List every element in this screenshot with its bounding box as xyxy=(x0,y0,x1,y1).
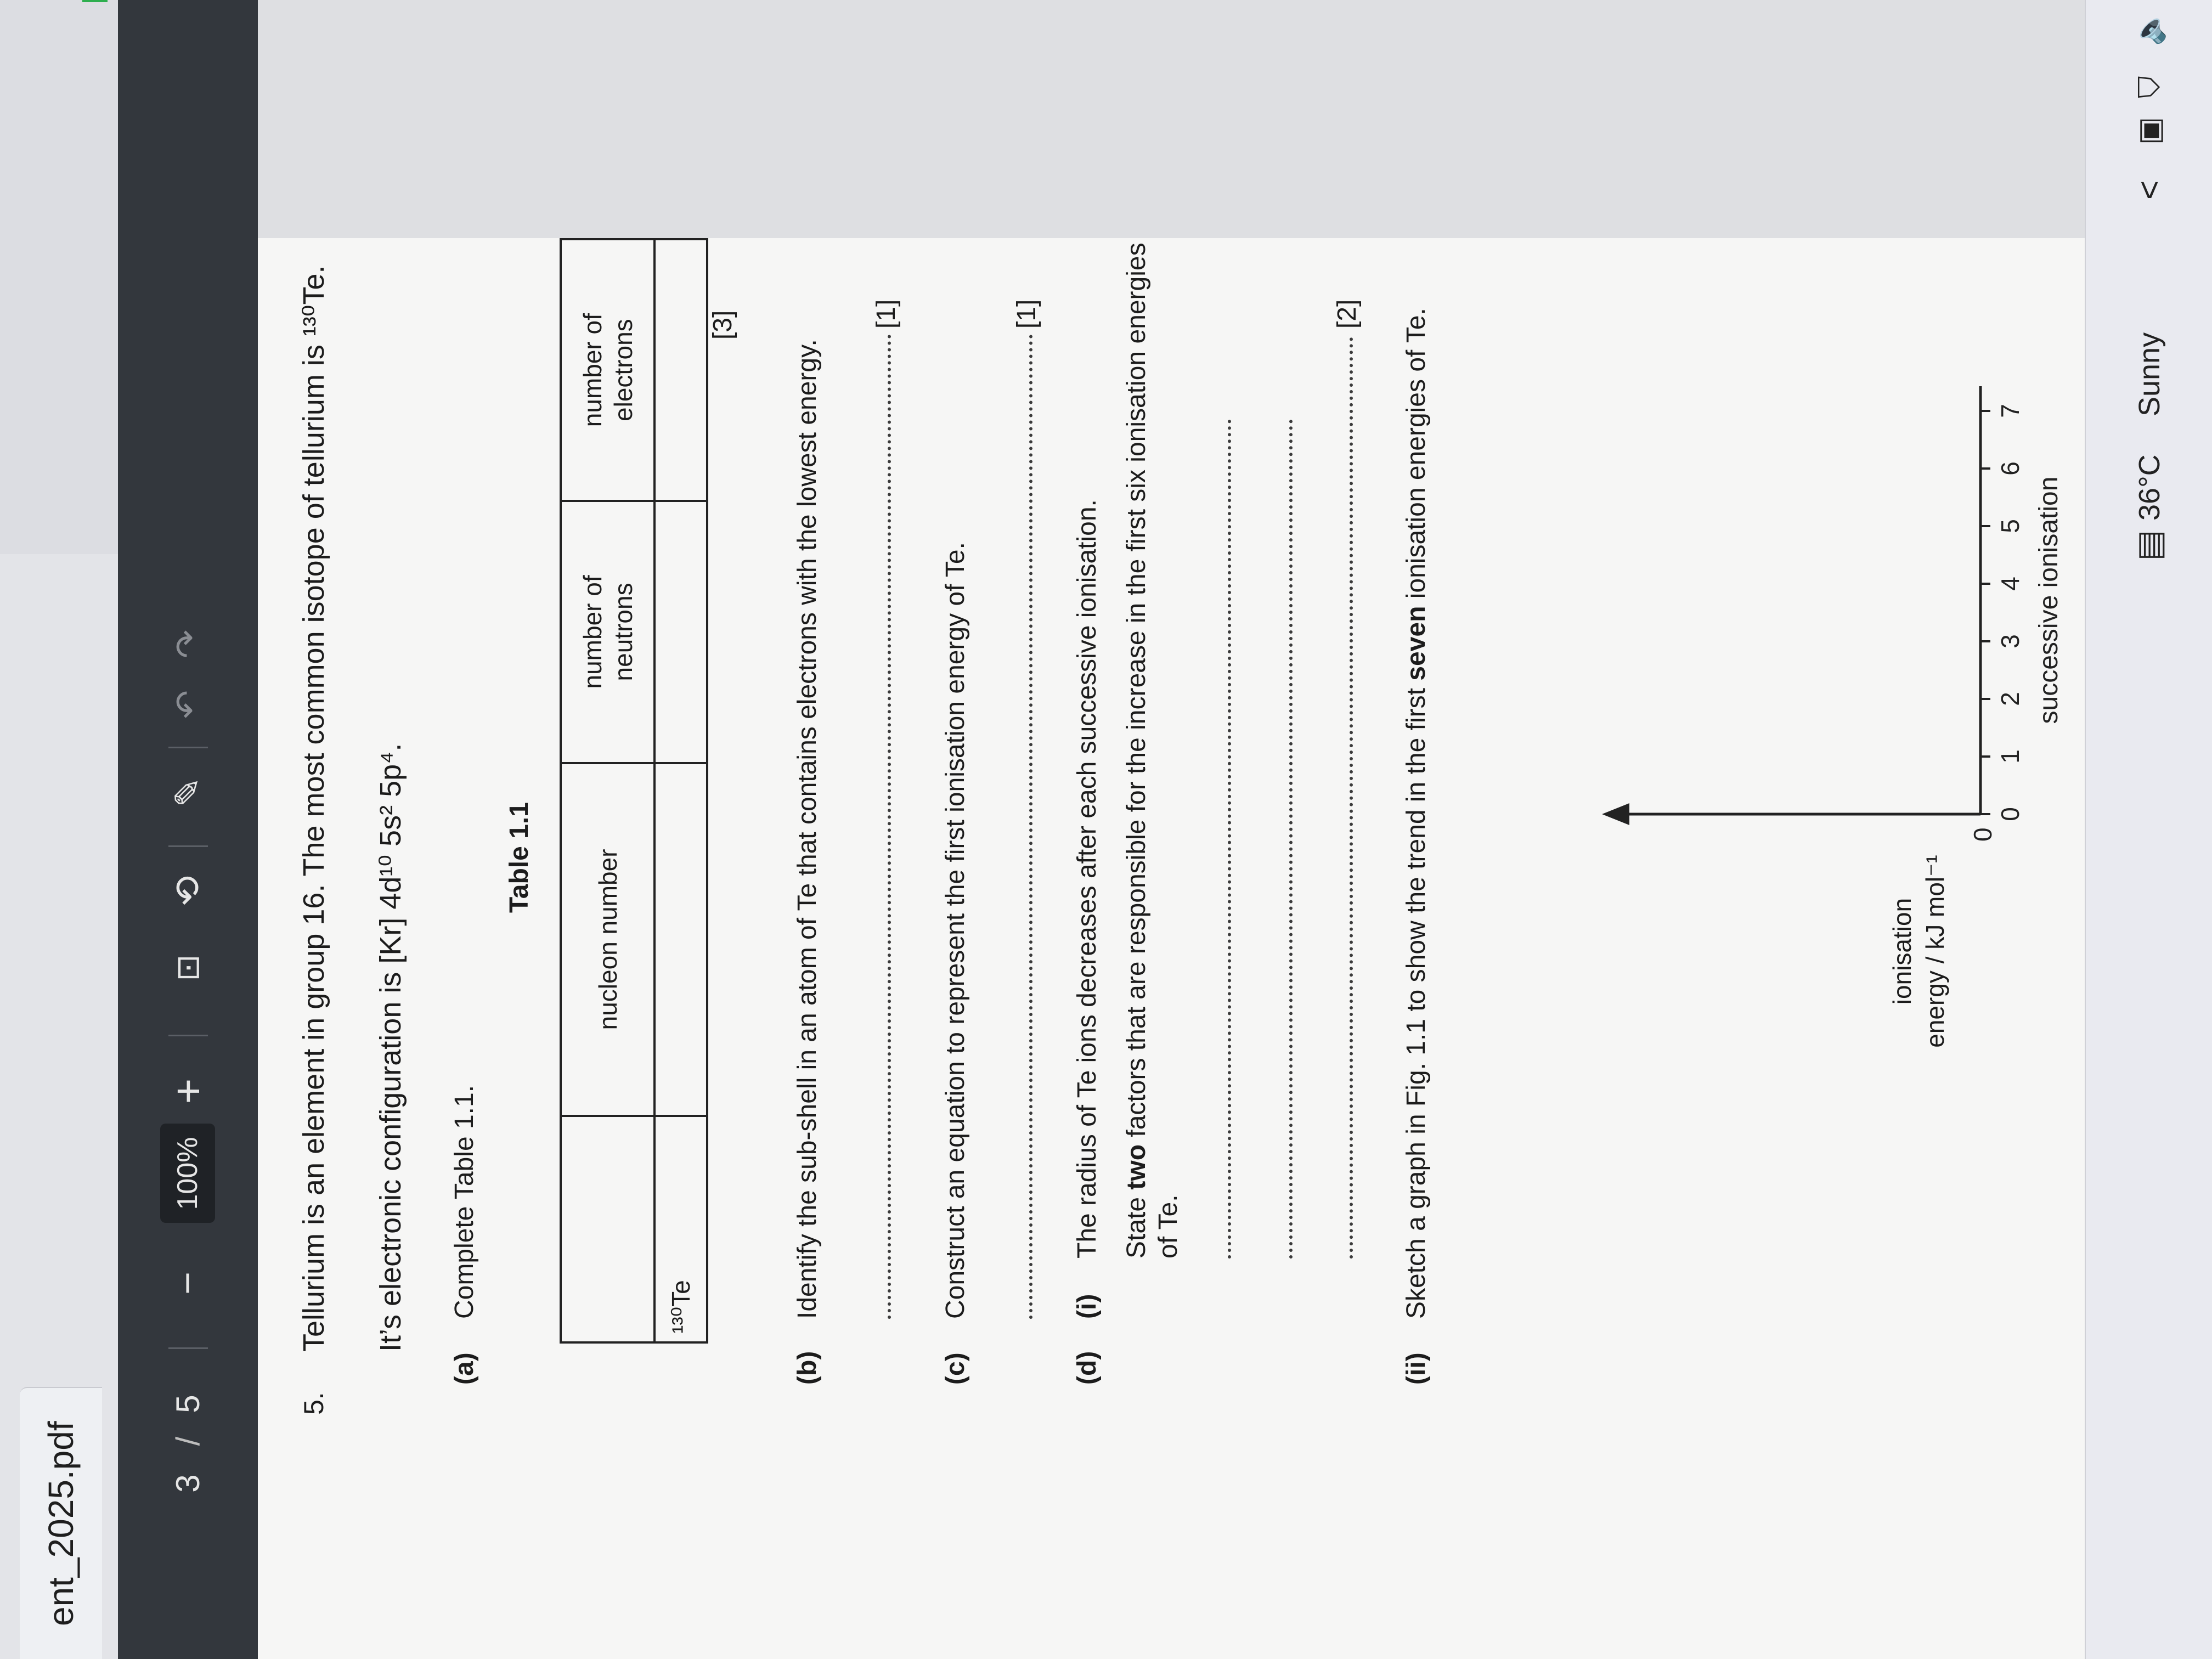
sketch-bold: seven xyxy=(1402,606,1431,681)
tray-security-icon[interactable]: ⛉ xyxy=(2133,76,2166,98)
part-d-i-marks: [2] xyxy=(1333,299,1362,329)
x-axis-label: successive ionisation xyxy=(2034,476,2063,724)
part-d-i-text: The radius of Te ions decreases after each successive ionisation. xyxy=(1073,499,1102,1259)
fit-page-icon[interactable]: ⊡ xyxy=(170,954,206,981)
part-d-i-instruction-cont: of Te. xyxy=(1154,1194,1183,1259)
y-axis-label-line2: energy / kJ mol⁻¹ xyxy=(1921,855,1949,1048)
toolbar-divider xyxy=(168,1035,208,1036)
weather-widget-icon[interactable]: ▤ xyxy=(2131,529,2168,561)
answer-line[interactable] xyxy=(1350,337,1353,1259)
zoom-out-button[interactable]: − xyxy=(166,1271,210,1295)
part-d-i-instruction xyxy=(1119,242,1154,1259)
table-row-label: ¹³⁰Te xyxy=(654,1116,707,1342)
x-tick-label: 4 xyxy=(1996,577,2024,591)
rotate-icon[interactable]: ⟲ xyxy=(167,876,208,906)
page-number-input[interactable]: 3 xyxy=(170,1474,206,1493)
pdf-page xyxy=(258,238,2085,1659)
answer-line[interactable] xyxy=(888,334,891,1319)
weather-condition[interactable]: Sunny xyxy=(2133,332,2166,416)
page-total: 5 xyxy=(170,1395,206,1413)
part-b-label: (b) xyxy=(793,1351,822,1385)
taskbar xyxy=(2085,0,2212,1659)
tab-bar-right xyxy=(0,0,118,554)
instruction-bold: two xyxy=(1122,1144,1151,1190)
undo-icon[interactable]: ↶ xyxy=(169,690,207,719)
part-a-text: Complete Table 1.1. xyxy=(450,1085,479,1319)
instruction-post: factors that are responsible for the increase in the first six ionisation energies xyxy=(1122,242,1151,1144)
x-tick-group xyxy=(1980,404,2024,821)
weather-temperature[interactable]: 36°C xyxy=(2133,454,2166,521)
pdf-toolbar xyxy=(118,0,258,1659)
x-tick-label: 3 xyxy=(1996,634,2024,648)
answer-line[interactable] xyxy=(1289,419,1293,1259)
table-header-electrons xyxy=(561,239,654,501)
part-d-ii-text xyxy=(1399,308,1434,1319)
tab-bar xyxy=(0,0,119,1659)
toolbar-divider xyxy=(168,747,208,748)
x-tick-label: 7 xyxy=(1996,404,2024,418)
table-header-nucleon: nucleon number xyxy=(561,763,654,1116)
header-neutrons-text: number of neutrons xyxy=(578,575,637,689)
y-axis-arrow-icon xyxy=(1602,803,1629,825)
zoom-level[interactable] xyxy=(118,1121,258,1226)
part-d-ii-label: (ii) xyxy=(1402,1352,1431,1385)
part-b-marks: [1] xyxy=(872,299,901,329)
question-intro: Tellurium is an element in group 16. The most common isotope of tellurium is ¹³⁰Te. xyxy=(297,265,330,1352)
instruction-pre: State xyxy=(1122,1189,1151,1259)
part-a-label: (a) xyxy=(450,1352,479,1385)
isotope-table xyxy=(560,238,708,1344)
tray-chevron-icon[interactable]: < xyxy=(2131,180,2168,200)
x-tick-label: 0 xyxy=(1996,807,2024,821)
draw-icon[interactable]: ✎ xyxy=(167,777,208,808)
answer-cell-neutrons[interactable] xyxy=(654,501,707,763)
table-caption: Table 1.1 xyxy=(505,802,534,913)
y-origin-label: 0 xyxy=(1968,827,1997,842)
tray-camera-icon[interactable]: ▣ xyxy=(2133,116,2166,145)
answer-line[interactable] xyxy=(1228,419,1231,1259)
x-tick-label: 5 xyxy=(1996,519,2024,533)
sketch-post: ionisation energies of Te. xyxy=(1402,308,1431,606)
part-c-text: Construct an equation to represent the first ionisation energy of Te. xyxy=(941,542,970,1319)
ionisation-graph[interactable] xyxy=(1575,244,2079,1176)
part-c-marks: [1] xyxy=(1012,299,1041,329)
sketch-pre: Sketch a graph in Fig. 1.1 to show the trend in the first xyxy=(1402,680,1431,1319)
status-indicator xyxy=(82,0,108,2)
toolbar-divider xyxy=(168,1347,208,1349)
zoom-level-value: 100% xyxy=(160,1124,215,1223)
part-a-marks: [3] xyxy=(708,310,737,340)
part-d-label: (d) xyxy=(1073,1351,1102,1385)
header-electrons-text: number of electrons xyxy=(578,313,637,427)
zoom-in-button[interactable]: + xyxy=(163,1078,212,1104)
table-header-blank xyxy=(561,1116,654,1342)
x-tick-label: 6 xyxy=(1996,461,2024,476)
toolbar-divider xyxy=(168,845,208,847)
part-d-i-label: (i) xyxy=(1073,1294,1102,1319)
part-b-text: Identify the sub-shell in an atom of Te that contains electrons with the lowest energy. xyxy=(793,339,822,1319)
file-tab[interactable]: ent_2025.pdf xyxy=(20,1387,102,1659)
answer-cell-nucleon[interactable] xyxy=(654,763,707,1116)
part-c-label: (c) xyxy=(941,1352,970,1385)
x-tick-label: 1 xyxy=(1996,749,2024,764)
page-separator: / xyxy=(170,1436,206,1446)
electron-configuration: It’s electronic configuration is [Kr] 4d¹⁰ 5s² 5p⁴. xyxy=(374,743,407,1352)
table-header-neutrons xyxy=(561,501,654,763)
viewer-background xyxy=(258,0,2085,238)
redo-icon[interactable]: ↷ xyxy=(169,630,207,658)
x-tick-label: 2 xyxy=(1996,692,2024,706)
graph-axes xyxy=(1575,244,2079,1176)
y-axis-label-line1: ionisation xyxy=(1888,898,1916,1005)
question-number: 5. xyxy=(298,1392,329,1415)
volume-icon[interactable]: 🔈 xyxy=(2133,9,2166,46)
answer-line[interactable] xyxy=(1029,334,1032,1319)
answer-cell-electrons[interactable] xyxy=(654,239,707,501)
